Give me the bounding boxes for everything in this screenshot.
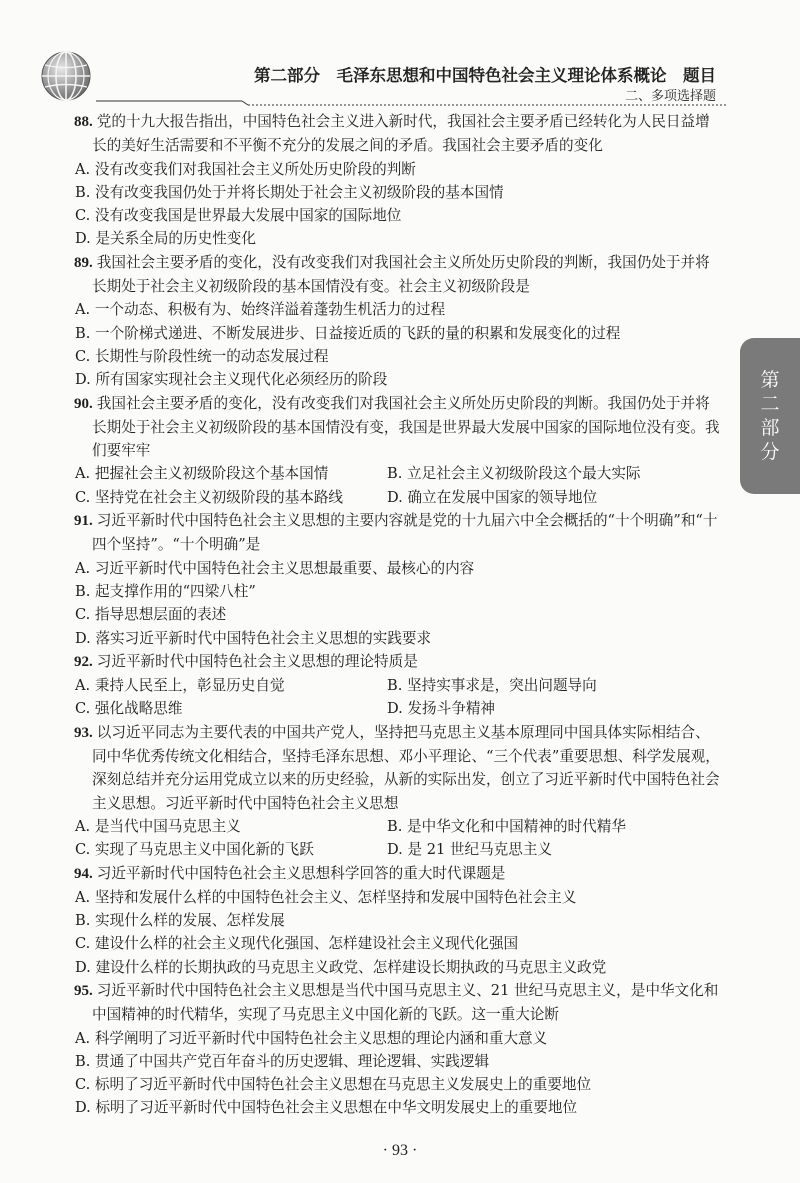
option-c: C. 强化战略思维 <box>75 700 183 718</box>
option-d: D. 发扬斗争精神 <box>387 700 496 718</box>
option-a: A. 没有改变我们对我国社会主义所处历史阶段的判断 <box>75 160 416 178</box>
question-92 <box>74 650 724 721</box>
option-d: D. 建设什么样的长期执政的马克思主义政党、怎样建设长期执政的马克思主义政党 <box>75 958 607 976</box>
option-b: B. 贯通了中国共产党百年奋斗的历史逻辑、理论逻辑、实践逻辑 <box>75 1052 490 1070</box>
option-c: C. 实现了马克思主义中国化新的飞跃 <box>75 841 314 859</box>
option-d: D. 标明了习近平新时代中国特色社会主义思想在中华文明发展史上的重要地位 <box>75 1099 578 1117</box>
option-grid <box>74 462 724 509</box>
side-tab-char: 第 <box>760 369 780 391</box>
question-94 <box>74 862 724 979</box>
question-number: 89. <box>74 254 93 271</box>
question-88 <box>74 110 724 251</box>
option-a: A. 秉持人民至上，彰显历史自觉 <box>75 677 285 695</box>
page-number: · 93 · <box>382 1142 418 1159</box>
option-d: D. 所有国家实现社会主义现代化必须经历的阶段 <box>75 371 388 389</box>
page-header <box>0 0 800 108</box>
option-b: B. 坚持实事求是，突出问题导向 <box>387 677 597 695</box>
option-c: C. 没有改变我国是世界最大发展中国家的国际地位 <box>75 207 402 225</box>
question-number: 88. <box>74 114 93 130</box>
question-text: 习近平新时代中国特色社会主义思想的主要内容就是党的十九届六中全会概括的“十个明确”和“十四个坚持”。“十个明确”是 <box>92 512 718 554</box>
option-a: A. 把握社会主义初级阶段这个基本国情 <box>75 465 329 483</box>
question-text: 习近平新时代中国特色社会主义思想的理论特质是 <box>96 652 418 670</box>
question-number: 94. <box>74 865 93 882</box>
option-d: D. 是关系全局的历史性变化 <box>75 230 256 248</box>
part-side-tab <box>740 338 800 494</box>
question-93 <box>74 721 724 862</box>
option-d: D. 落实习近平新时代中国特色社会主义思想的实践要求 <box>75 629 432 647</box>
option-d: D. 确立在发展中国家的领导地位 <box>387 488 598 506</box>
section-title: 第二部分 毛泽东思想和中国特色社会主义理论体系概论 题目 <box>254 66 716 85</box>
globe-icon <box>40 50 92 102</box>
section-subtitle: 二、多项选择题 <box>624 89 716 104</box>
question-text: 以习近平同志为主要代表的中国共产党人，坚持把马克思主义基本原理同中国具体实际相结合、同中华优秀传统文化相结合，坚持毛泽东思想、邓小平理论、“三个代表”重要思想、科学发展观，深刻总结并充分运用党成立以来的历史经验，从新的实际出发，创立了习近平新时代中国特色社会主义思想。习近平新时代中国特色社会主义思想 <box>92 723 720 812</box>
option-d: D. 是 21 世纪马克思主义 <box>387 841 553 859</box>
question-stem <box>74 251 724 299</box>
option-c: C. 长期性与阶段性统一的动态发展过程 <box>75 347 329 365</box>
question-text: 习近平新时代中国特色社会主义思想是当代中国马克思主义、21 世纪马克思主义，是中华文化和中国精神的时代精华，实现了马克思主义中国化新的飞跃。这一重大论断 <box>92 981 719 1024</box>
question-90 <box>74 392 724 509</box>
option-b: B. 是中华文化和中国精神的时代精华 <box>387 817 626 835</box>
question-stem <box>74 862 724 886</box>
question-stem <box>74 110 724 158</box>
option-b: B. 实现什么样的发展、怎样发展 <box>75 912 285 930</box>
option-grid <box>74 674 724 721</box>
question-stem <box>74 979 724 1027</box>
question-stem <box>74 509 724 557</box>
option-a: A. 坚持和发展什么样的中国特色社会主义、怎样坚持和发展中国特色社会主义 <box>75 888 577 906</box>
question-list <box>74 110 724 1120</box>
question-number: 91. <box>74 513 93 530</box>
option-b: B. 立足社会主义初级阶段这个最大实际 <box>387 465 641 483</box>
question-91 <box>74 509 724 650</box>
option-b: B. 没有改变我国仍处于并将长期处于社会主义初级阶段的基本国情 <box>75 183 504 201</box>
question-text: 党的十九大报告指出，中国特色社会主义进入新时代，我国社会主要矛盾已经转化为人民日益增长的美好生活需要和不平衡不充分的发展之间的矛盾。我国社会主要矛盾的变化 <box>92 113 710 155</box>
option-b: B. 起支撑作用的“四梁八柱” <box>75 582 256 600</box>
option-a: A. 一个动态、积极有为、始终洋溢着蓬勃生机活力的过程 <box>75 301 446 319</box>
option-a: A. 是当代中国马克思主义 <box>75 817 241 835</box>
option-c: C. 建设什么样的社会主义现代化强国、怎样建设社会主义现代化强国 <box>75 935 519 953</box>
question-text: 习近平新时代中国特色社会主义思想科学回答的重大时代课题是 <box>96 864 506 882</box>
question-number: 93. <box>74 724 93 741</box>
question-stem <box>74 650 724 674</box>
header-rule <box>96 100 736 106</box>
question-number: 92. <box>74 653 93 670</box>
question-89 <box>74 251 724 392</box>
option-b: B. 一个阶梯式递进、不断发展进步、日益接近质的飞跃的量的积累和发展变化的过程 <box>75 324 621 342</box>
option-a: A. 科学阐明了习近平新时代中国特色社会主义思想的理论内涵和重大意义 <box>75 1029 548 1047</box>
option-grid <box>74 815 724 862</box>
option-c: C. 标明了习近平新时代中国特色社会主义思想在马克思主义发展史上的重要地位 <box>75 1076 592 1094</box>
question-number: 90. <box>74 395 93 412</box>
option-c: C. 指导思想层面的表述 <box>75 606 227 624</box>
option-c: C. 坚持党在社会主义初级阶段的基本路线 <box>75 488 344 506</box>
side-tab-char: 部 <box>760 417 780 439</box>
question-stem <box>74 392 724 463</box>
side-tab-char: 分 <box>760 441 780 463</box>
question-text: 我国社会主要矛盾的变化，没有改变我们对我国社会主义所处历史阶段的判断。我国仍处于并将长期处于社会主义初级阶段的基本国情没有变，我国是世界最大发展中国家的国际地位没有变。我们要牢牢 <box>92 394 720 460</box>
question-text: 我国社会主要矛盾的变化，没有改变我们对我国社会主义所处历史阶段的判断，我国仍处于并将长期处于社会主义初级阶段的基本国情没有变。社会主义初级阶段是 <box>92 253 710 296</box>
question-stem <box>74 721 724 815</box>
option-a: A. 习近平新时代中国特色社会主义思想最重要、最核心的内容 <box>75 559 475 577</box>
question-number: 95. <box>74 982 93 999</box>
question-95 <box>74 979 724 1120</box>
side-tab-char: 二 <box>760 393 780 415</box>
